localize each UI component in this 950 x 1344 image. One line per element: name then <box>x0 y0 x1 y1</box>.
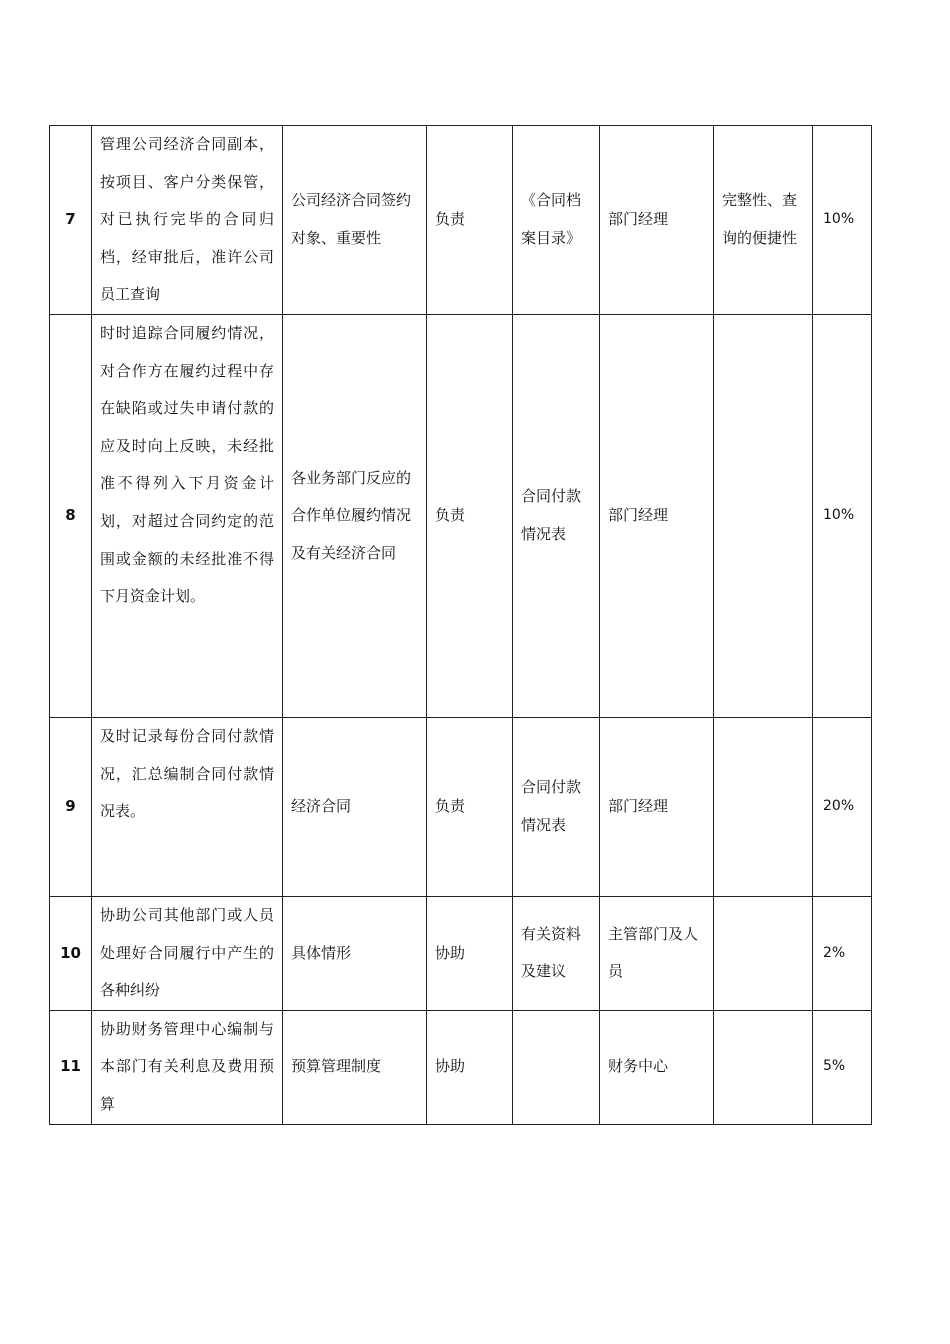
row-number: 11 <box>50 1010 92 1124</box>
weight-percentage: 5% <box>813 1010 872 1124</box>
weight-percentage: 2% <box>813 896 872 1010</box>
row-number: 10 <box>50 896 92 1010</box>
reviewer: 部门经理 <box>600 126 714 315</box>
row-number: 7 <box>50 126 92 315</box>
assessment-standard: 完整性、查询的便捷性 <box>714 126 813 315</box>
work-output: 《合同档案目录》 <box>513 126 600 315</box>
assessment-standard <box>714 896 813 1010</box>
duty-description: 时时追踪合同履约情况，对合作方在履约过程中存在缺陷或过失申请付款的应及时向上反映，未经批准不得列入下月资金计划，对超过合同约定的范围或金额的未经批准不得下月资金计划。 <box>92 314 283 717</box>
duty-description: 及时记录每份合同付款情况，汇总编制合同付款情况表。 <box>92 717 283 896</box>
weight-percentage: 10% <box>813 314 872 717</box>
assessment-standard <box>714 717 813 896</box>
duty-description: 协助财务管理中心编制与本部门有关利息及费用预算 <box>92 1010 283 1124</box>
table-row <box>50 717 872 896</box>
work-output: 有关资料及建议 <box>513 896 600 1010</box>
work-basis: 经济合同 <box>283 717 427 896</box>
assessment-standard <box>714 314 813 717</box>
row-number: 8 <box>50 314 92 717</box>
table-row <box>50 126 872 315</box>
table-row <box>50 1010 872 1124</box>
responsibility-role: 负责 <box>427 126 513 315</box>
table-row <box>50 896 872 1010</box>
responsibility-role: 负责 <box>427 717 513 896</box>
duty-description: 管理公司经济合同副本，按项目、客户分类保管，对已执行完毕的合同归档，经审批后，准许公司员工查询 <box>92 126 283 315</box>
work-output: 合同付款情况表 <box>513 314 600 717</box>
work-output <box>513 1010 600 1124</box>
reviewer: 部门经理 <box>600 717 714 896</box>
work-basis: 公司经济合同签约对象、重要性 <box>283 126 427 315</box>
work-basis: 预算管理制度 <box>283 1010 427 1124</box>
work-basis: 各业务部门反应的合作单位履约情况及有关经济合同 <box>283 314 427 717</box>
row-number: 9 <box>50 717 92 896</box>
reviewer: 主管部门及人员 <box>600 896 714 1010</box>
work-output: 合同付款情况表 <box>513 717 600 896</box>
weight-percentage: 20% <box>813 717 872 896</box>
assessment-standard <box>714 1010 813 1124</box>
table-row <box>50 314 872 717</box>
reviewer: 财务中心 <box>600 1010 714 1124</box>
duty-table <box>49 125 872 1125</box>
responsibility-role: 协助 <box>427 896 513 1010</box>
duty-description: 协助公司其他部门或人员处理好合同履行中产生的各种纠纷 <box>92 896 283 1010</box>
reviewer: 部门经理 <box>600 314 714 717</box>
work-basis: 具体情形 <box>283 896 427 1010</box>
responsibility-role: 协助 <box>427 1010 513 1124</box>
weight-percentage: 10% <box>813 126 872 315</box>
responsibility-role: 负责 <box>427 314 513 717</box>
